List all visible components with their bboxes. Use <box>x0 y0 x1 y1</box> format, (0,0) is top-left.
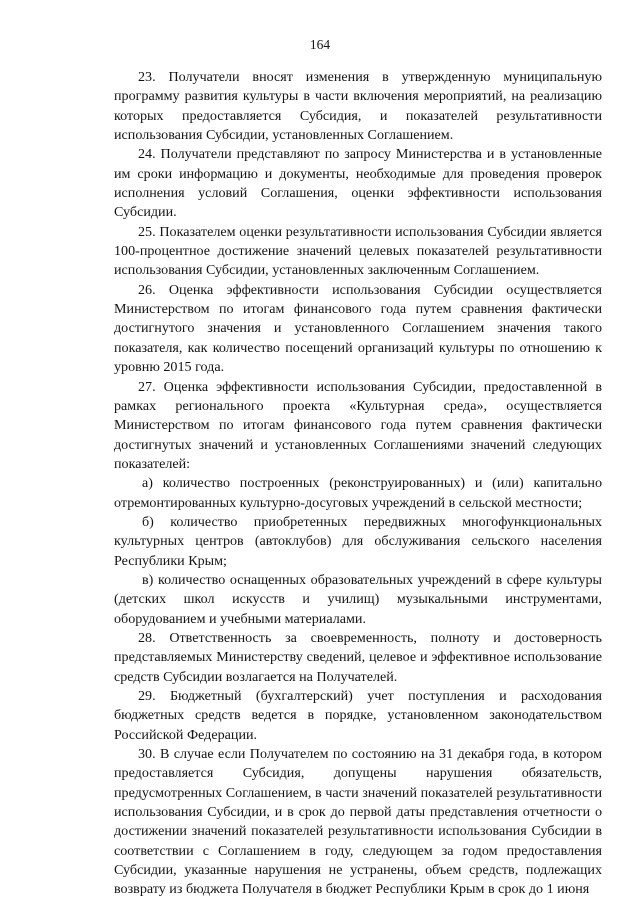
list-item-a: а) количество построенных (реконструированных) и (или) капитально отремонтированных культурно-досуговых учреждений в сельской местности; <box>114 475 602 511</box>
paragraph-27: 27. Оценка эффективности использования Субсидии, предоставленной в рамках регионального проекта «Культурная среда», осуществляется Министерством по итогам финансового года путем сравнения фактически достигнутых значений и установленных Соглашениями значений следующих показателей: <box>114 378 602 472</box>
paragraph-29: 29. Бюджетный (бухгалтерский) учет поступления и расходования бюджетных средств ведется в порядке, установленном законодательством Российской Федерации. <box>114 688 602 743</box>
list-item-b: б) количество приобретенных передвижных многофункциональных культурных центров (автоклубов) для обслуживания сельского населения Республики Крым; <box>114 513 602 569</box>
paragraph-26: 26. Оценка эффективности использования Субсидии осуществляется Министерством по итогам финансового года путем сравнения фактически достигнутого значения и установленного Соглашением значения такого показателя, как количество посещений организаций культуры по отношению к уровню 2015 года. <box>114 281 602 376</box>
paragraph-25: 25. Показателем оценки результативности использования Субсидии является 100-процентное достижение значений целевых показателей результативности использования Субсидии, установленных заключенным Соглашением. <box>114 223 602 279</box>
paragraph-23: 23. Получатели вносят изменения в утвержденную муниципальную программу развития культуры в части включения мероприятий, на реализацию которых предоставляется Субсидия, и показателей результативности использования Субсидии, установленных Соглашением. <box>114 69 602 144</box>
paragraph-28: 28. Ответственность за своевременность, полноту и достоверность представляемых Министерству сведений, целевое и эффективное использование средств Субсидии возлагается на Получателей. <box>114 629 602 685</box>
paragraph-30: 30. В случае если Получателем по состоянию на 31 декабря года, в котором предоставляется Субсидия, допущены нарушения обязательств, предусмотренных Соглашением, в части значений показателей результативности использования Субсидии, и в срок до первой даты представления отчетности о достижении значений показателей результативности использования Субсидии в соответствии с Соглашением в году, следующем за годом предоставления Субсидии, указанные нарушения не устранены, объем средств, подлежащих возврату из бюджета Получателя в бюджет Республики Крым в срок до 1 июня <box>114 746 602 898</box>
document-body <box>114 68 602 900</box>
list-item-v: в) количество оснащенных образовательных учреждений в сфере культуры (детских школ искусств и училищ) музыкальными инструментами, оборудованием и учебными материалами. <box>114 571 602 627</box>
paragraph-24: 24. Получатели представляют по запросу Министерства и в установленные им сроки информацию и документы, необходимые для проведения проверок исполнения условий Соглашения, оценки эффективности использования Субсидии. <box>114 146 602 221</box>
page-number: 164 <box>309 37 331 52</box>
